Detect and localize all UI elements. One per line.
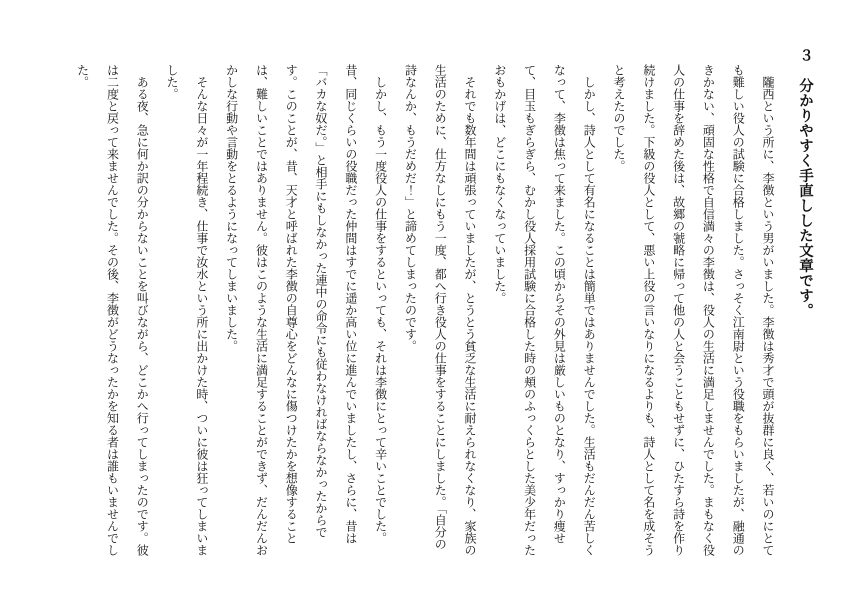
paragraph-5: そんな日々が一年程続き、仕事で汝水という所に出かけた時、ついに彼は狂ってしまいました。 [165, 64, 209, 556]
paragraph-2: しかし、詩人として有名になることは簡単ではありませんでした。生活もだんだん苦しくなって、李徴は焦って来ました。この頃からその外見は厳しいものとなり、すっかり痩せて、目玉もぎらぎら、むかし役人採用試験に合格した時の頬のふっくらとした美少年だったおもかげは、どこにもなくなっていました。 [492, 64, 597, 556]
paragraph-3: それでも数年間は頑張っていましたが、とうとう貧乏な生活に耐えられなくなり、家族の生活のために、仕方なしにもう一度、都へ行き役人の仕事をすることにしました。「自分の詩なんか、もうだめだ！」と諦めてしまったのです。 [403, 64, 478, 556]
paragraph-6: ある夜、急に何か訳の分からないことを叫びながら、どこかへ行ってしまったのです。彼は二度と戻って来ませんでした。その後、李徴がどうなったかを知る者は誰もいませんでした。 [75, 64, 150, 556]
paragraph-1: 隴西という所に、李徴という男がいました。李徴は秀才で頭が抜群に良く、若いのにとても難しい役人の試験に合格しました。さっそく江南尉という役職をもらいましたが、融通のきかない、頑固な性格で自信満々の李徴は、役人の生活に満足しませんでした。まもなく役人の仕事を辞めた後は、故郷の虢略に帰って他の人と会うこともせずに、ひたすら詩を作り続けました。下級の役人として、悪い上役の言いなりになるよりも、詩人として名を成そうと考えたのでした。 [612, 64, 775, 556]
paragraph-4: しかし、もう一度役人の仕事をするといっても、それは李徴にとって辛いことでした。昔、同じくらいの役職だった仲間はすでに遥か高い位に進んでいましたし、さらに、昔は「バカな奴だ。」と相手にもしなかった連中の命令にも従わなければならなかったからです。このことが、昔、天才と呼ばれた李徴の自尊心をどんなに傷つけたかを想像することは、難しいことではありません。彼はこのような生活に満足することができず、だんだんおかしな行動や言動をとるようになってしまいました。 [224, 64, 388, 556]
body-text [58, 64, 782, 560]
page-title: ３ 分かりやすく手直しした文章です。 [797, 48, 813, 318]
